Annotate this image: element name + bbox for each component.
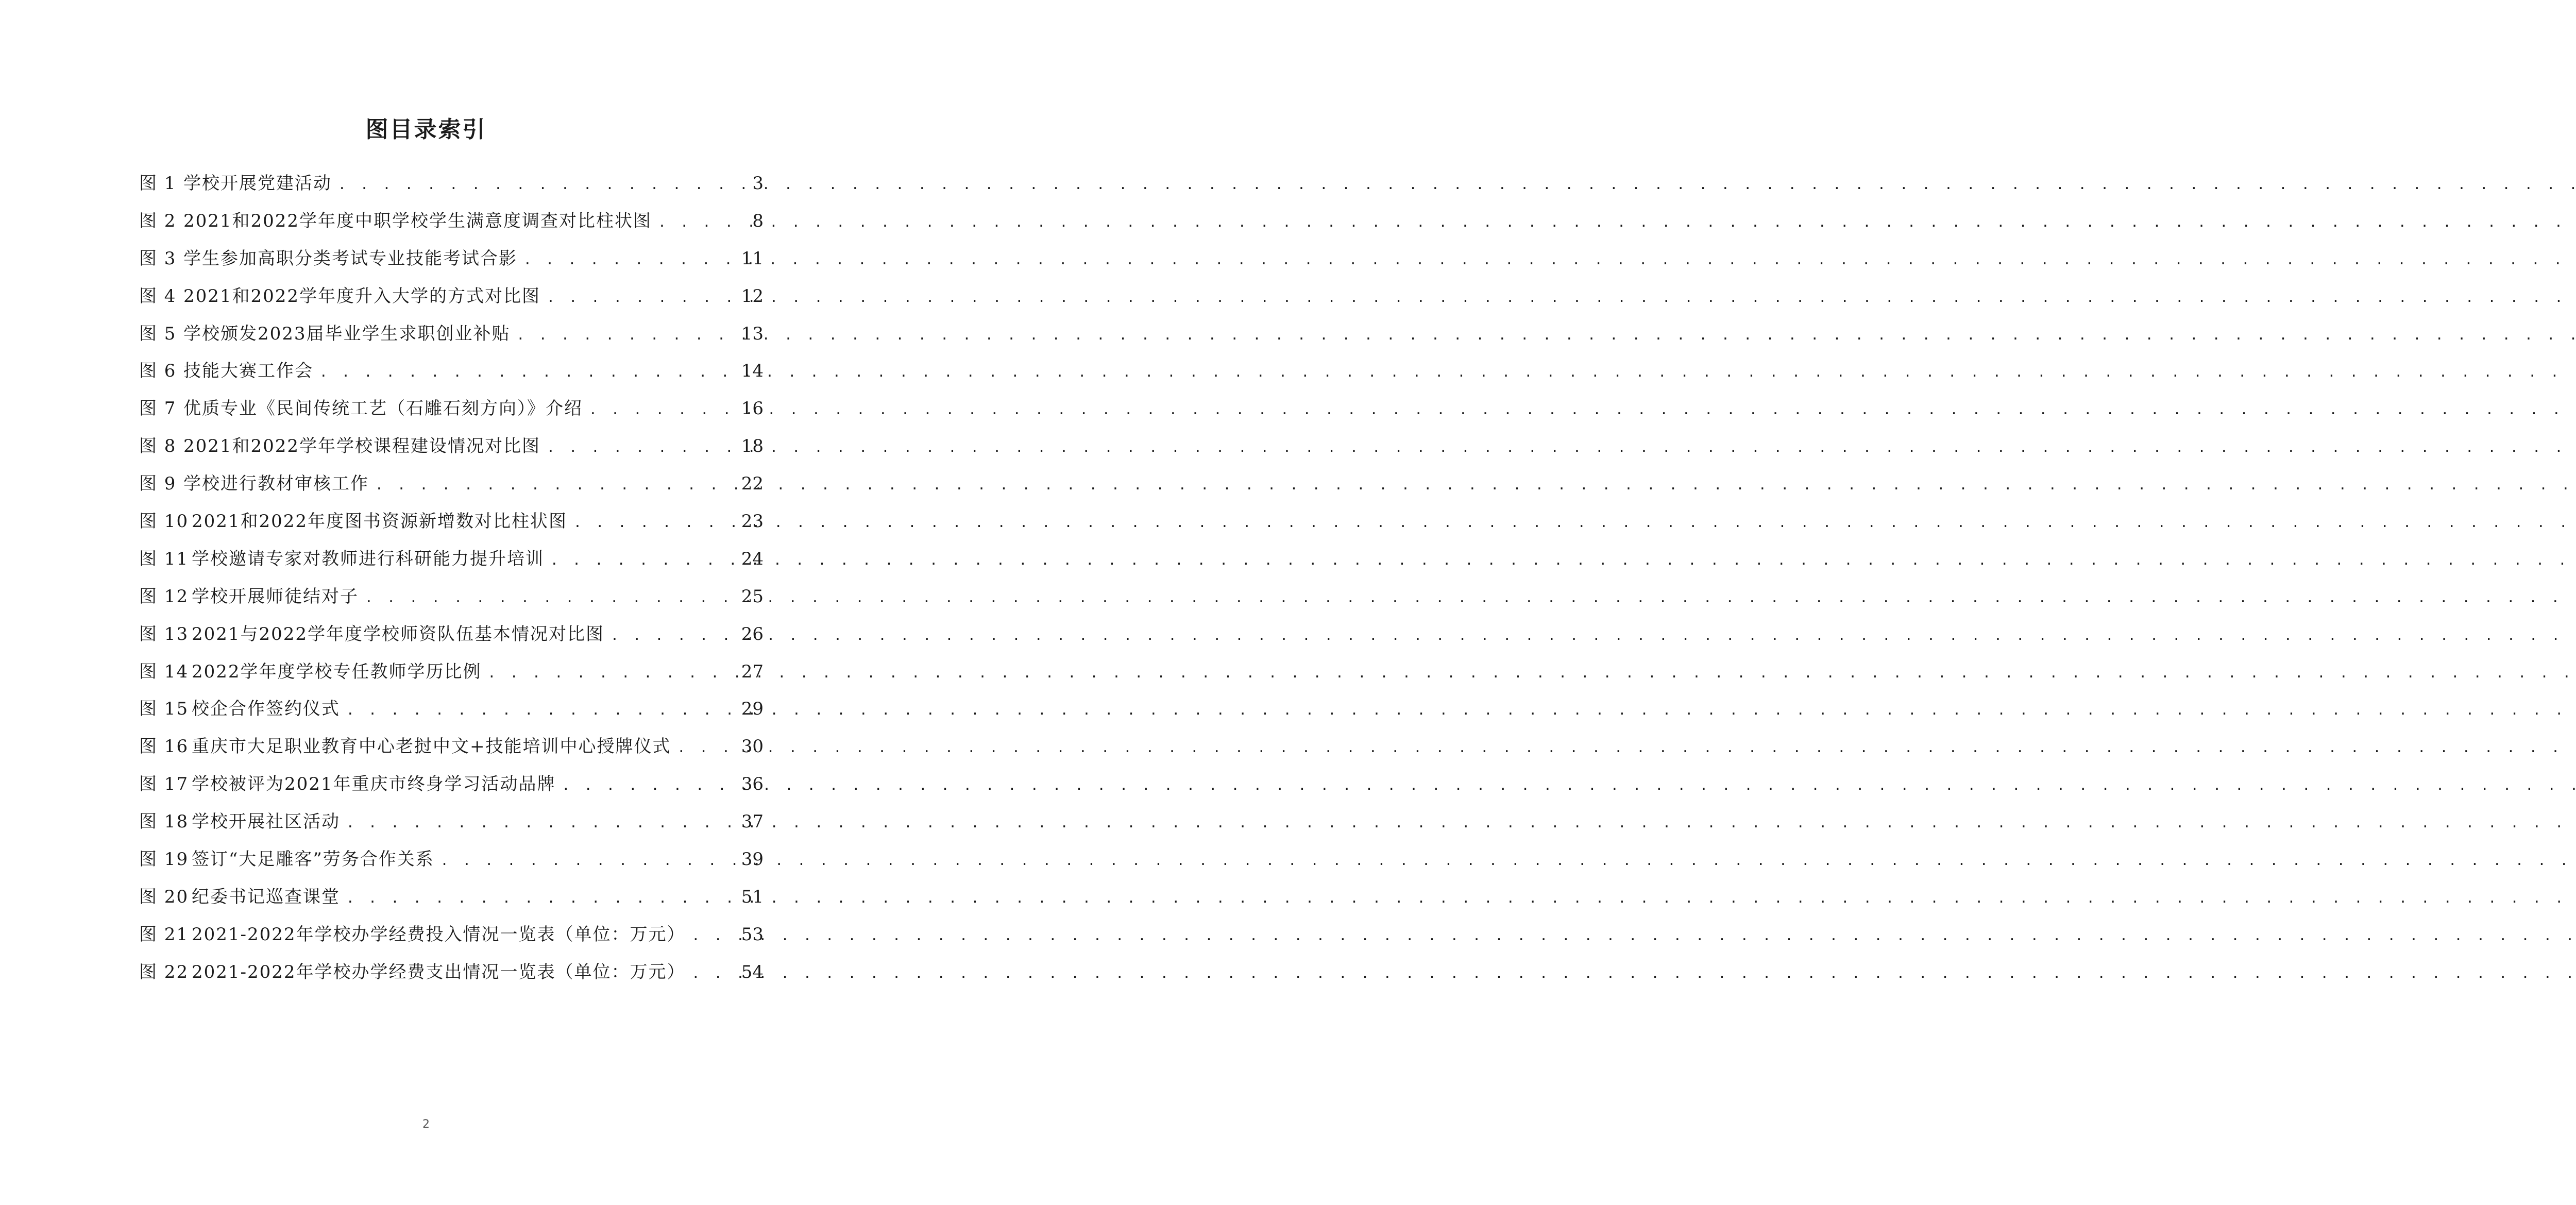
toc-dot-leader xyxy=(611,617,735,655)
toc-entry[interactable] xyxy=(139,841,764,878)
toc-entry-number: 图 8 xyxy=(139,436,177,457)
toc-entry-label: 2021-2022年学校办学经费支出情况一览表（单位：万元） xyxy=(192,961,686,982)
toc-entry[interactable] xyxy=(139,352,764,390)
toc-entry[interactable] xyxy=(139,165,764,202)
toc-entry-page: 13 xyxy=(741,323,764,344)
toc-entry[interactable] xyxy=(139,278,764,315)
toc-entry[interactable] xyxy=(139,315,764,353)
toc-entry-label: 学校开展师徒结对子 xyxy=(192,586,359,607)
toc-entry[interactable] xyxy=(139,766,764,803)
toc-dot-leader xyxy=(589,392,735,429)
toc-entry-number: 图 19 xyxy=(139,849,189,870)
toc-entry[interactable] xyxy=(139,240,764,278)
toc-entry-label: 技能大赛工作会 xyxy=(183,361,313,382)
toc-entry-number: 图 12 xyxy=(139,586,189,607)
toc-entry-label: 2021和2022学年学校课程建设情况对比图 xyxy=(183,436,541,457)
toc-dot-leader xyxy=(692,918,735,955)
toc-entry-number: 图 7 xyxy=(139,398,177,419)
toc-entry-number: 图 10 xyxy=(139,511,189,532)
toc-entry-number: 图 1 xyxy=(139,173,177,194)
toc-entry[interactable] xyxy=(139,428,764,465)
toc-entry-label: 2021和2022年度图书资源新增数对比柱状图 xyxy=(192,511,568,532)
toc-entry-number: 图 4 xyxy=(139,285,177,307)
toc-entry-page: 26 xyxy=(741,623,764,644)
toc-entry-label: 学校颁发2023届毕业学生求职创业补贴 xyxy=(183,323,511,344)
toc-entry-page: 3 xyxy=(752,173,764,194)
toc-entry-number: 图 14 xyxy=(139,661,189,682)
toc-entry-label: 学校邀请专家对教师进行科研能力提升培训 xyxy=(192,548,544,569)
toc-entry-number: 图 3 xyxy=(139,248,177,269)
toc-dot-leader xyxy=(488,655,735,692)
toc-entry[interactable] xyxy=(139,202,764,240)
toc-entry-label: 校企合作签约仪式 xyxy=(192,699,340,720)
toc-dot-leader xyxy=(346,880,735,918)
toc-entry-page: 27 xyxy=(741,661,764,682)
toc-dot-leader xyxy=(692,955,735,993)
toc-entry-label: 重庆市大足职业教育中心老挝中文+技能培训中心授牌仪式 xyxy=(192,736,671,757)
toc-entry-page: 11 xyxy=(741,248,764,269)
toc-entry-number: 图 9 xyxy=(139,473,177,495)
toc-entry-page: 16 xyxy=(741,398,764,419)
toc-entry[interactable] xyxy=(139,616,764,653)
page-title: 图目录索引 xyxy=(365,116,487,143)
toc-entry-number: 图 18 xyxy=(139,811,189,833)
toc-entry-label: 学校开展社区活动 xyxy=(192,811,340,833)
toc-entry-number: 图 2 xyxy=(139,210,177,231)
toc-entry-page: 51 xyxy=(741,886,764,907)
toc-dot-leader xyxy=(573,504,735,542)
toc-entry-number: 图 21 xyxy=(139,924,189,945)
toc-dot-leader xyxy=(562,767,735,805)
toc-entry-number: 图 20 xyxy=(139,886,189,907)
toc-entry-page: 36 xyxy=(741,774,764,795)
toc-entry-page: 22 xyxy=(741,473,764,495)
toc-entry[interactable] xyxy=(139,540,764,578)
toc-dot-leader xyxy=(523,242,735,279)
toc-entry-label: 2021和2022学年度中职学校学生满意度调查对比柱状图 xyxy=(183,210,652,231)
toc-entry[interactable] xyxy=(139,465,764,503)
toc-dot-leader xyxy=(375,467,735,504)
toc-entry-number: 图 11 xyxy=(139,548,189,569)
toc-entry-number: 图 5 xyxy=(139,323,177,344)
toc-dot-leader xyxy=(550,542,735,580)
toc-entry-number: 图 17 xyxy=(139,774,189,795)
toc-dot-leader xyxy=(658,204,746,242)
toc-entry-number: 图 6 xyxy=(139,361,177,382)
toc-entry[interactable] xyxy=(139,916,764,954)
toc-dot-leader xyxy=(547,279,735,317)
toc-entry[interactable] xyxy=(139,390,764,428)
toc-entry-label: 2021和2022学年度升入大学的方式对比图 xyxy=(183,285,541,307)
toc-entry-number: 图 15 xyxy=(139,699,189,720)
toc-entry-number: 图 16 xyxy=(139,736,189,757)
toc-dot-leader xyxy=(517,317,735,354)
toc-entry-page: 24 xyxy=(741,548,764,569)
toc-entry-page: 8 xyxy=(752,210,764,231)
toc-entry-page: 18 xyxy=(741,436,764,457)
toc-entry-page: 29 xyxy=(741,699,764,720)
toc-entry-page: 23 xyxy=(741,511,764,532)
toc-entry[interactable] xyxy=(139,690,764,728)
toc-entry-number: 图 13 xyxy=(139,623,189,644)
toc-entry-page: 12 xyxy=(741,285,764,307)
toc-entry[interactable] xyxy=(139,653,764,691)
toc-entry-label: 学生参加高职分类考试专业技能考试合影 xyxy=(183,248,517,269)
toc-dot-leader xyxy=(547,429,735,467)
toc-dot-leader xyxy=(346,805,735,842)
toc-entry-label: 优质专业《民间传统工艺（石雕石刻方向）》介绍 xyxy=(183,398,583,419)
toc-entry-page: 30 xyxy=(741,736,764,757)
toc-dot-leader xyxy=(365,580,735,617)
toc-entry-page: 37 xyxy=(741,811,764,833)
toc-entry-page: 53 xyxy=(741,924,764,945)
toc-entry-number: 图 22 xyxy=(139,961,189,982)
toc-dot-leader xyxy=(677,729,735,767)
toc-entry[interactable] xyxy=(139,878,764,916)
toc-entry-label: 2022学年度学校专任教师学历比例 xyxy=(192,661,482,682)
toc-entry[interactable] xyxy=(139,803,764,841)
toc-entry-label: 签订“大足雕客”劳务合作关系 xyxy=(192,849,434,870)
toc-entry[interactable] xyxy=(139,503,764,540)
toc-entry-label: 学校开展党建活动 xyxy=(183,173,332,194)
toc-dot-leader xyxy=(440,842,735,880)
figure-index-list xyxy=(139,165,764,991)
toc-entry-label: 2021与2022学年度学校师资队伍基本情况对比图 xyxy=(192,623,605,644)
toc-entry-page: 14 xyxy=(741,361,764,382)
toc-entry[interactable] xyxy=(139,578,764,616)
toc-entry-label: 学校被评为2021年重庆市终身学习活动品牌 xyxy=(192,774,556,795)
toc-entry-page: 54 xyxy=(741,961,764,982)
toc-entry-label: 2021-2022年学校办学经费投入情况一览表（单位：万元） xyxy=(192,924,686,945)
toc-entry[interactable] xyxy=(139,954,764,991)
toc-dot-leader xyxy=(338,166,746,204)
toc-entry-label: 纪委书记巡查课堂 xyxy=(192,886,340,907)
toc-dot-leader xyxy=(346,692,735,729)
toc-entry-label: 学校进行教材审核工作 xyxy=(183,473,369,495)
page-number: 2 xyxy=(422,1118,430,1131)
toc-entry-page: 39 xyxy=(741,849,764,870)
toc-entry-page: 25 xyxy=(741,586,764,607)
toc-dot-leader xyxy=(319,354,735,392)
toc-entry[interactable] xyxy=(139,728,764,766)
